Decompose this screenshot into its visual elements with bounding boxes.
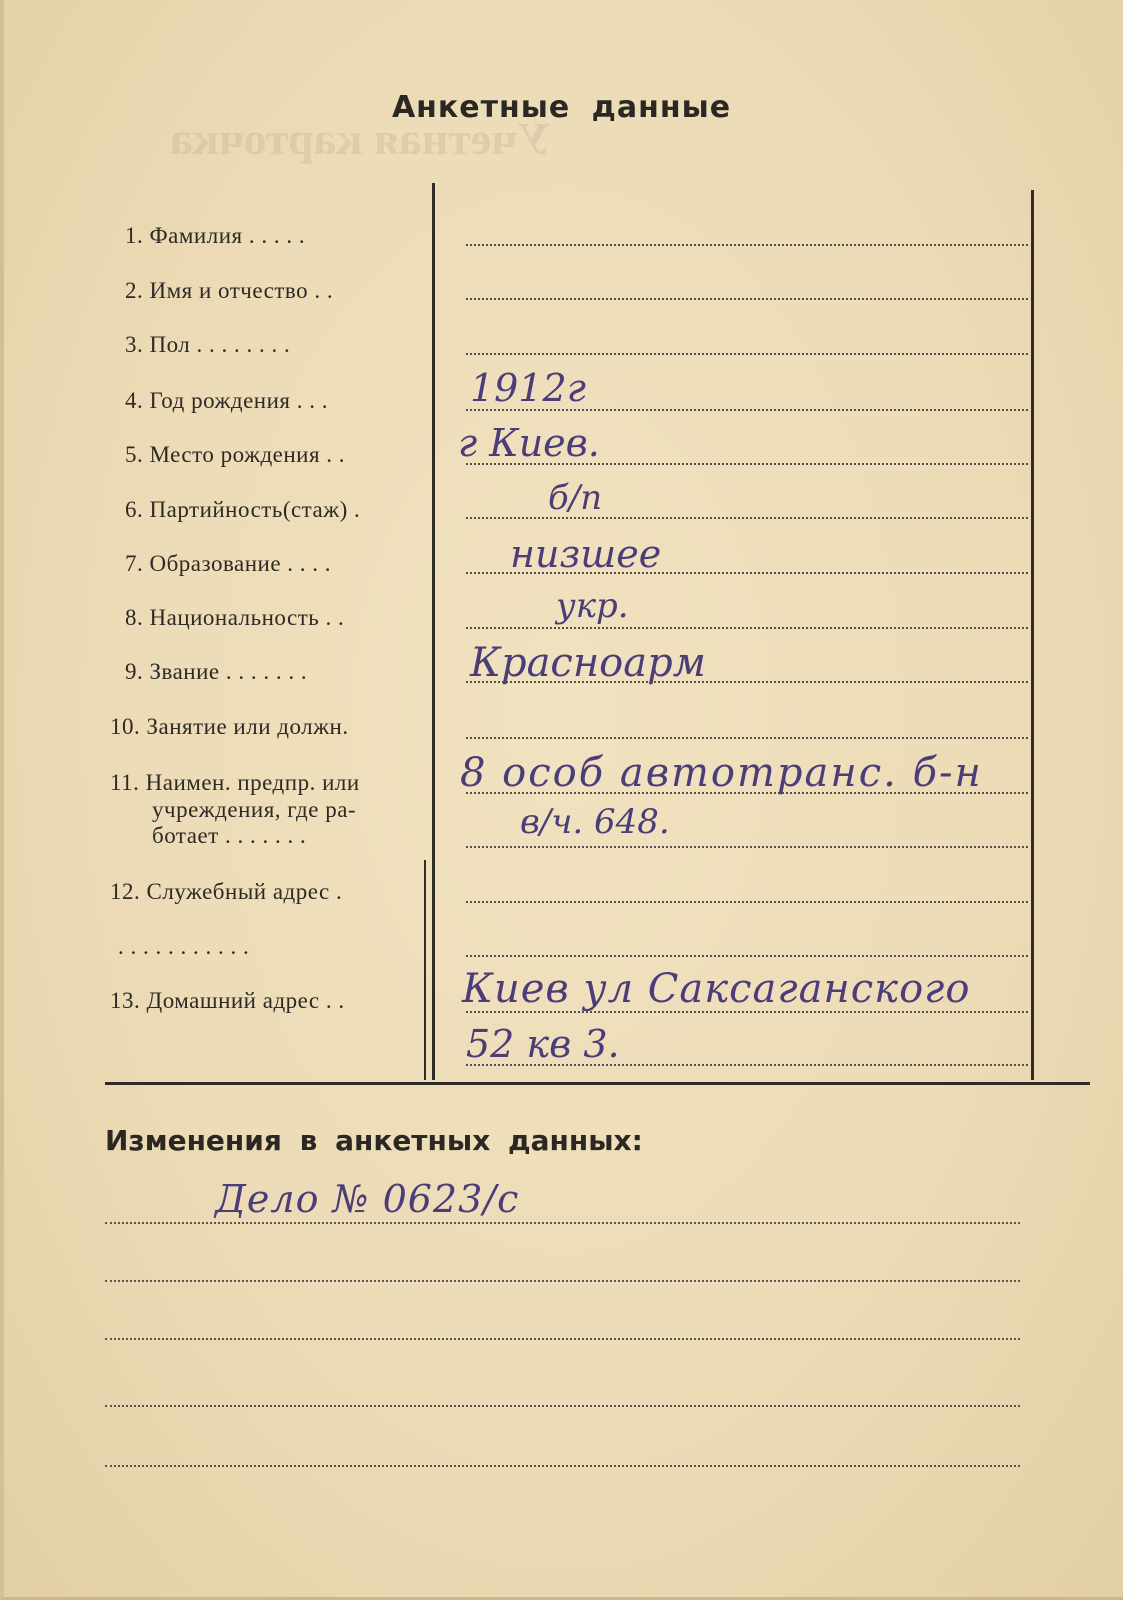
value-line-10 (466, 737, 1028, 739)
value-education: низшее (510, 532, 662, 576)
bleed-through-text: Учетная карточка (170, 113, 551, 164)
value-line-14 (466, 955, 1028, 957)
value-line-2 (466, 298, 1028, 300)
value-birth-place: г Киев. (458, 421, 600, 465)
field-label-birth-place: 5. Место рождения . . (125, 442, 346, 467)
field-label-workplace-2: учреждения, где ра- (152, 797, 357, 822)
field-label-workplace-1: 11. Наимен. предпр. или (110, 770, 360, 795)
field-label-workplace-3: ботает . . . . . . . (152, 823, 307, 848)
field-label-rank: 9. Звание . . . . . . . (125, 659, 308, 684)
value-line-1 (466, 244, 1028, 246)
field-label-occupation: 10. Занятие или должн. (110, 714, 349, 739)
field-label-name: 2. Имя и отчество . . (125, 278, 334, 303)
changes-line-2 (105, 1280, 1020, 1282)
field-label-home-address: 13. Домашний адрес . . (110, 988, 345, 1013)
table-bottom-rule (105, 1082, 1090, 1085)
field-label-sex: 3. Пол . . . . . . . . (125, 332, 291, 357)
changes-line-5 (105, 1465, 1020, 1467)
page-title: Анкетные данные (391, 90, 732, 125)
changes-title: Изменения в анкетных данных: (105, 1124, 643, 1157)
field-label-nationality: 8. Национальность . . (125, 605, 345, 630)
value-line-13 (466, 901, 1028, 903)
changes-line-1 (105, 1222, 1020, 1224)
value-workplace-1: 8 особ автотранс. б-н (460, 750, 983, 796)
field-label-surname: 1. Фамилия . . . . . (125, 223, 306, 248)
value-birth-year: 1912г (470, 366, 586, 410)
table-divider-left (432, 183, 435, 1080)
changes-line-4 (105, 1405, 1020, 1407)
changes-line-3 (105, 1338, 1020, 1340)
value-workplace-2: в/ч. 648. (520, 802, 670, 842)
value-rank: Красноарм (470, 640, 706, 686)
field-label-party: 6. Партийность(стаж) . (125, 497, 361, 522)
value-line-8 (466, 627, 1028, 629)
field-label-dots: . . . . . . . . . . . (118, 934, 250, 959)
value-home-address-1: Киев ул Саксаганского (462, 966, 971, 1012)
field-label-birth-year: 4. Год рождения . . . (125, 388, 328, 413)
value-line-3 (466, 353, 1028, 355)
value-line-12 (466, 846, 1028, 848)
field-label-work-address: 12. Служебный адрес . (110, 879, 343, 904)
changes-entry: Дело № 0623/с (215, 1177, 520, 1221)
value-nationality: укр. (556, 586, 629, 626)
value-party: б/п (548, 478, 603, 518)
table-divider-right (1031, 190, 1034, 1080)
field-label-education: 7. Образование . . . . (125, 551, 332, 576)
value-home-address-2: 52 кв 3. (466, 1022, 620, 1066)
